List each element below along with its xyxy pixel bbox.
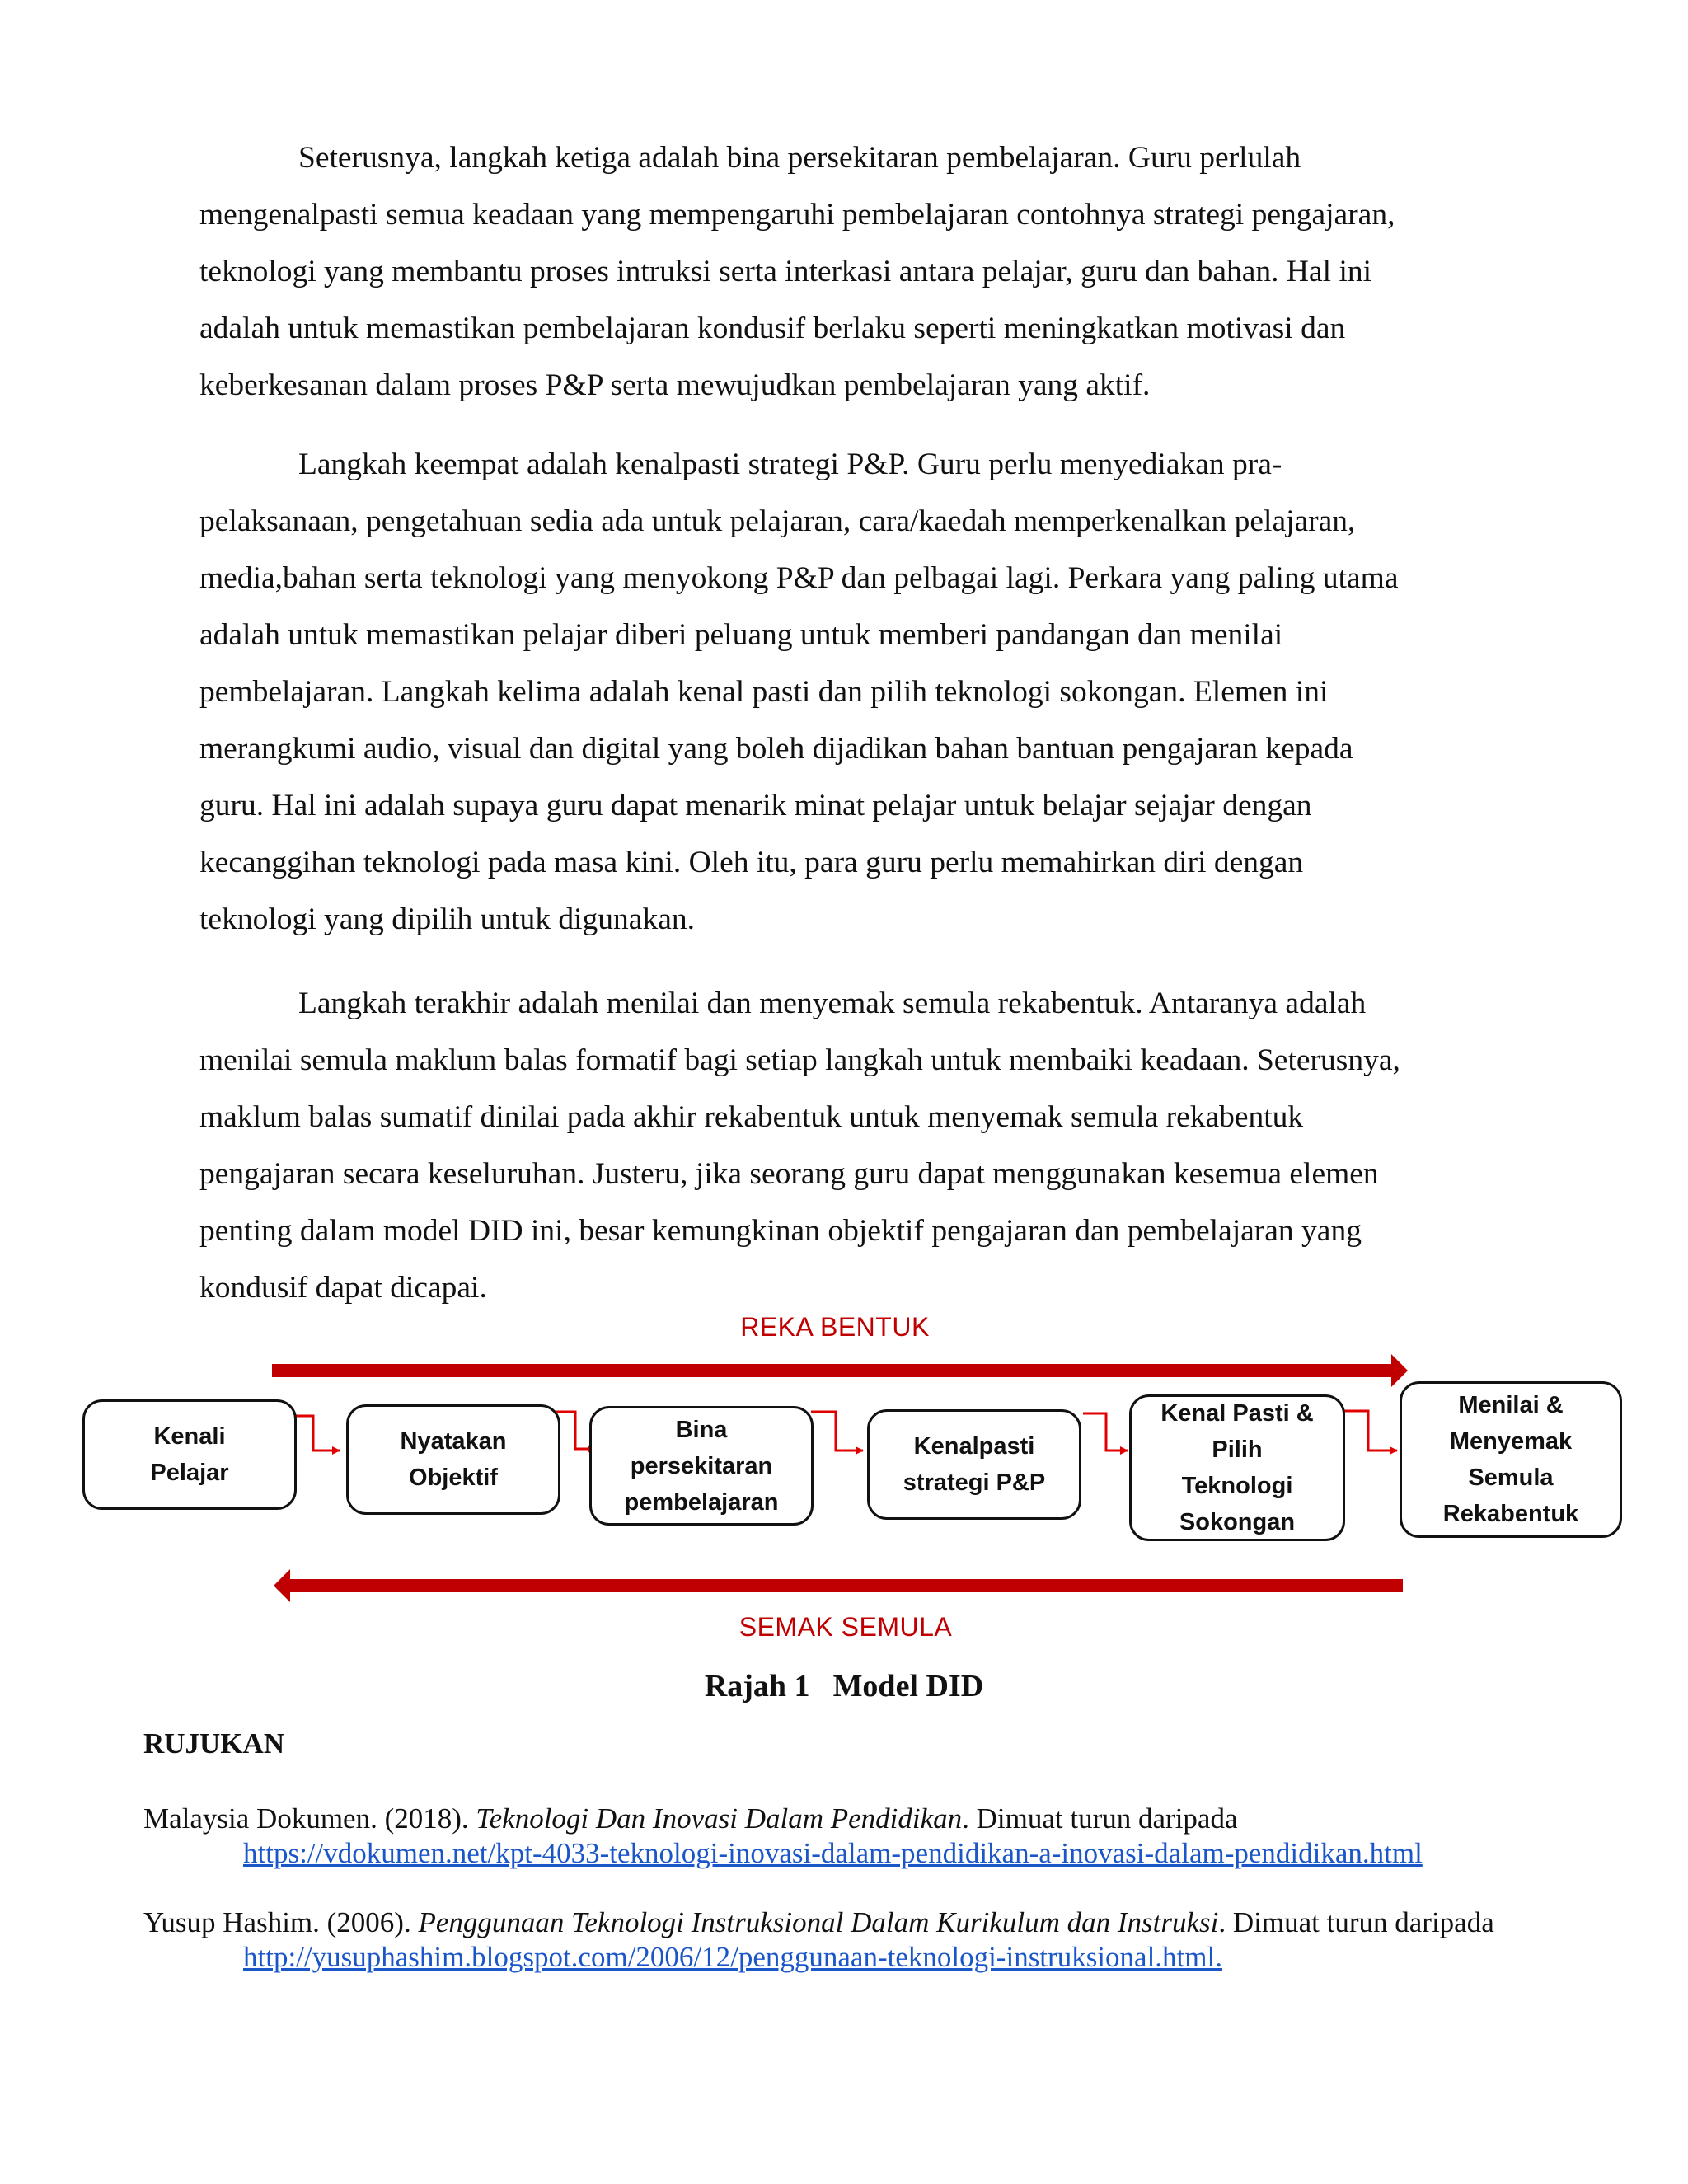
text-line: merangkumi audio, visual dan digital yang boleh dijadikan bahan bantuan pengajaran kepada: [199, 732, 1353, 766]
step-text: Bina: [675, 1416, 728, 1443]
reference-suffix: . Dimuat turun daripada: [962, 1802, 1238, 1835]
text-line: kondusif dapat dicapai.: [199, 1271, 487, 1305]
caption-title: Model DID: [832, 1669, 984, 1704]
text-line: guru. Hal ini adalah supaya guru dapat menarik minat pelajar untuk belajar sejajar dengan: [199, 789, 1312, 823]
step-text: Objektif: [409, 1465, 498, 1491]
connector-arrow: [811, 1412, 863, 1451]
step-text: Rekabentuk: [1442, 1501, 1579, 1527]
step-text: strategi P&P: [903, 1469, 1046, 1496]
step-text: Teknologi: [1181, 1473, 1293, 1499]
figure-caption: [0, 1668, 1688, 1704]
references-heading: RUJUKAN: [143, 1727, 285, 1760]
step-nyatakan-objektif: [346, 1404, 560, 1515]
step-text: Nyatakan: [400, 1428, 507, 1455]
step-text: Pelajar: [150, 1460, 229, 1486]
step-kenali-pelajar: [82, 1399, 297, 1510]
step-text: persekitaran: [630, 1452, 773, 1479]
step-text: Kenali: [153, 1423, 226, 1450]
step-text: Sokongan: [1179, 1509, 1296, 1535]
caption-label: Rajah 1: [704, 1669, 810, 1704]
reference-item: [143, 1905, 1627, 1975]
backward-arrow: [274, 1569, 1403, 1602]
step-text: pembelajaran: [624, 1488, 779, 1516]
step-text: Semula: [1468, 1465, 1554, 1491]
connector-arrow: [1343, 1411, 1397, 1451]
step-kenalpasti-strategi: [867, 1409, 1081, 1520]
paragraph-3: [199, 975, 1502, 1316]
text-line: menilai semula maklum balas formatif bagi setiap langkah untuk membaiki keadaan. Seterusnya,: [199, 1043, 1400, 1077]
text-line: teknologi yang dipilih untuk digunakan.: [199, 902, 695, 936]
step-bina-persekitaran: [589, 1406, 814, 1526]
paragraph-2: [199, 436, 1502, 948]
step-text: Kenal Pasti &: [1160, 1400, 1314, 1427]
text-line: pembelajaran. Langkah kelima adalah kenal pasti dan pilih teknologi sokongan. Elemen ini: [199, 675, 1329, 709]
forward-arrow: [272, 1354, 1408, 1387]
text-line: adalah untuk memastikan pelajar diberi peluang untuk memberi pandangan dan menilai: [199, 618, 1283, 652]
text-line: kecanggihan teknologi pada masa kini. Oleh itu, para guru perlu memahirkan diri dengan: [199, 846, 1304, 879]
reference-suffix: . Dimuat turun daripada: [1218, 1906, 1494, 1938]
did-model-diagram: [0, 1294, 1688, 1665]
text-line: adalah untuk memastikan pembelajaran kondusif berlaku seperti meningkatkan motivasi dan: [199, 312, 1346, 345]
step-kenal-pasti-teknologi: [1129, 1394, 1345, 1541]
step-menilai-menyemak: [1400, 1381, 1622, 1538]
reference-item: [143, 1802, 1627, 1871]
text-line: penting dalam model DID ini, besar kemungkinan objektif pengajaran dan pembelajaran yang: [199, 1214, 1362, 1248]
connector-arrow: [1083, 1413, 1128, 1451]
reference-title: Penggunaan Teknologi Instruksional Dalam Kurikulum dan Instruksi: [418, 1906, 1219, 1938]
semak-semula-label: SEMAK SEMULA: [738, 1612, 953, 1642]
reference-title: Teknologi Dan Inovasi Dalam Pendidikan: [476, 1802, 963, 1835]
text-line: maklum balas sumatif dinilai pada akhir rekabentuk untuk menyemak semula rekabentuk: [199, 1100, 1304, 1134]
reka-bentuk-label: REKA BENTUK: [740, 1312, 930, 1342]
text-line: teknologi yang membantu proses intruksi serta interkasi antara pelajar, guru dan bahan. Hal ini: [199, 255, 1372, 288]
reference-author: Yusup Hashim. (2006).: [143, 1906, 419, 1938]
step-text: Menyemak: [1449, 1428, 1573, 1455]
text-line: Seterusnya, langkah ketiga adalah bina persekitaran pembelajaran. Guru perlulah: [298, 141, 1301, 175]
step-text: Kenalpasti: [913, 1433, 1035, 1460]
step-text: Pilih: [1212, 1436, 1263, 1463]
text-line: media,bahan serta teknologi yang menyokong P&P dan pelbagai lagi. Perkara yang paling utama: [199, 561, 1399, 595]
step-text: Menilai &: [1458, 1392, 1564, 1418]
reference-link[interactable]: http://yusuphashim.blogspot.com/2006/12/penggunaan-teknologi-instruksional.html.: [243, 1941, 1222, 1973]
text-line: pengajaran secara keseluruhan. Justeru, jika seorang guru dapat menggunakan kesemua elemen: [199, 1157, 1379, 1191]
text-line: keberkesanan dalam proses P&P serta mewujudkan pembelajaran yang aktif.: [199, 368, 1151, 402]
paragraph-1: [199, 129, 1502, 414]
reference-author: Malaysia Dokumen. (2018).: [143, 1802, 476, 1835]
text-line: Langkah keempat adalah kenalpasti strategi P&P. Guru perlu menyediakan pra-: [298, 448, 1282, 481]
text-line: mengenalpasti semua keadaan yang mempengaruhi pembelajaran contohnya strategi pengajaran,: [199, 198, 1395, 232]
text-line: pelaksanaan, pengetahuan sedia ada untuk pelajaran, cara/kaedah memperkenalkan pelajaran,: [199, 504, 1356, 538]
text-line: Langkah terakhir adalah menilai dan menyemak semula rekabentuk. Antaranya adalah: [298, 987, 1367, 1020]
reference-link[interactable]: https://vdokumen.net/kpt-4033-teknologi-inovasi-dalam-pendidikan-a-inovasi-dalam-pendidikan.html: [243, 1837, 1423, 1869]
